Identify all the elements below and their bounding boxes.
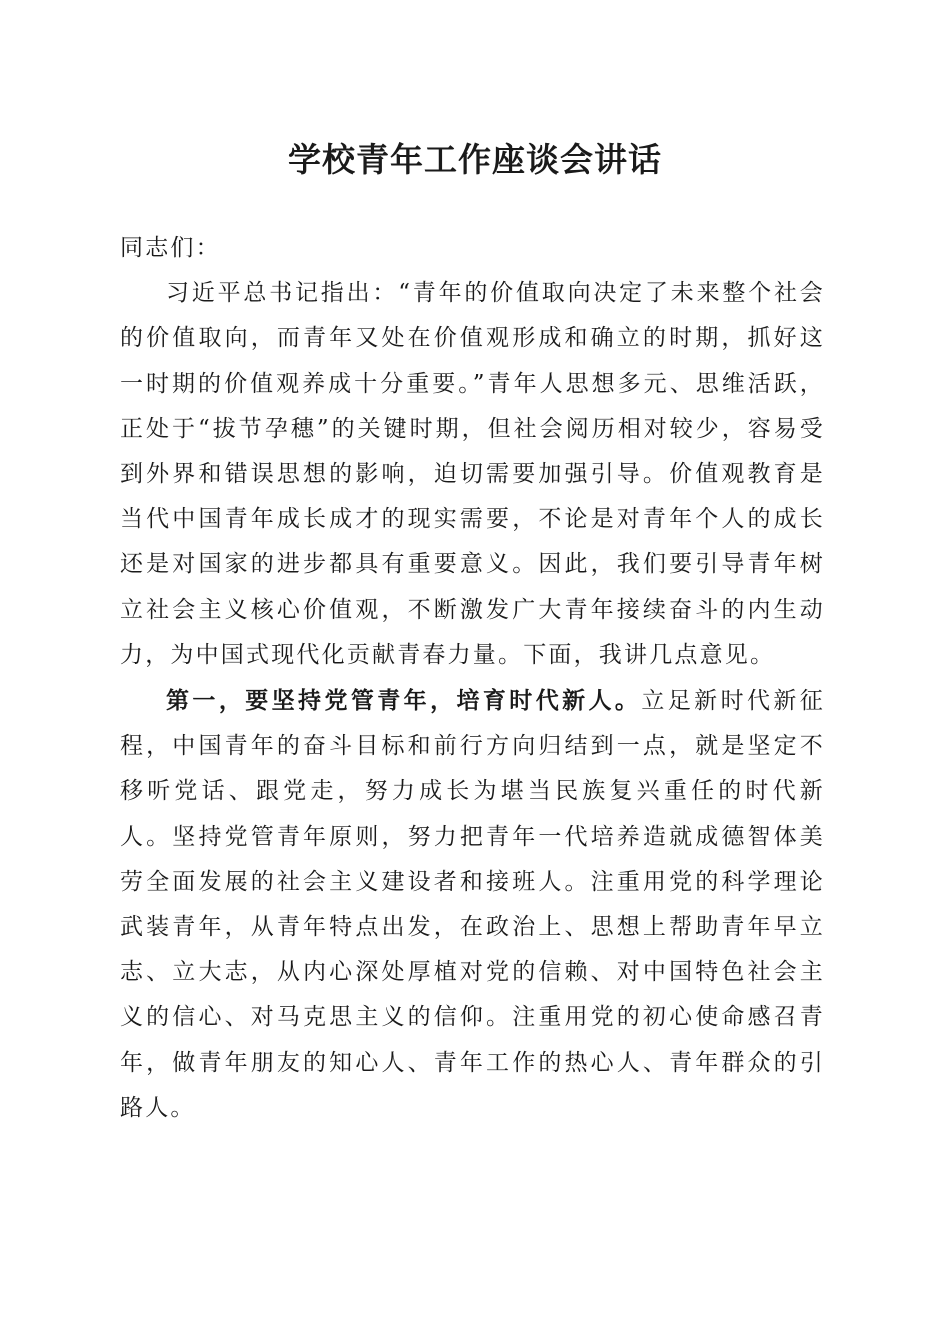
section-1-heading: 第一，要坚持党管青年，培育时代新人。 (166, 687, 642, 715)
paragraph-intro: 习近平总书记指出：“青年的价值取向决定了未来整个社会的价值取向，而青年又处在价值观形成和确立的时期，抓好这一时期的价值观养成十分重要。”青年人思想多元、思维活跃，正处于“拔节孕穗”的关键时期，但社会阅历相对较少，容易受到外界和错误思想的影响，迫切需要加强引导。价值观教育是当代中国青年成长成才的现实需要，不论是对青年个人的成长还是对国家的进步都具有重要意义。因此，我们要引导青年树立社会主义核心价值观，不断激发广大青年接续奋斗的内生动力，为中国式现代化贡献青春力量。下面，我讲几点意见。 (120, 280, 825, 668)
section-1-text: 立足新时代新征程，中国青年的奋斗目标和前行方向归结到一点，就是坚定不移听党话、跟党走，努力成长为堪当民族复兴重任的时代新人。坚持党管青年原则，努力把青年一代培养造就成德智体美劳全面发展的社会主义建设者和接班人。注重用党的科学理论武装青年，从青年特点出发，在政治上、思想上帮助青年早立志、立大志，从内心深处厚植对党的信赖、对中国特色社会主义的信心、对马克思主义的信仰。注重用党的初心使命感召青年，做青年朋友的知心人、青年工作的热心人、青年群众的引路人。 (120, 688, 825, 1121)
document-title: 学校青年工作座谈会讲话 (288, 140, 662, 179)
paragraph-section-1 (120, 678, 825, 1131)
document-body (120, 226, 825, 1131)
salutation: 同志们： (120, 235, 221, 261)
